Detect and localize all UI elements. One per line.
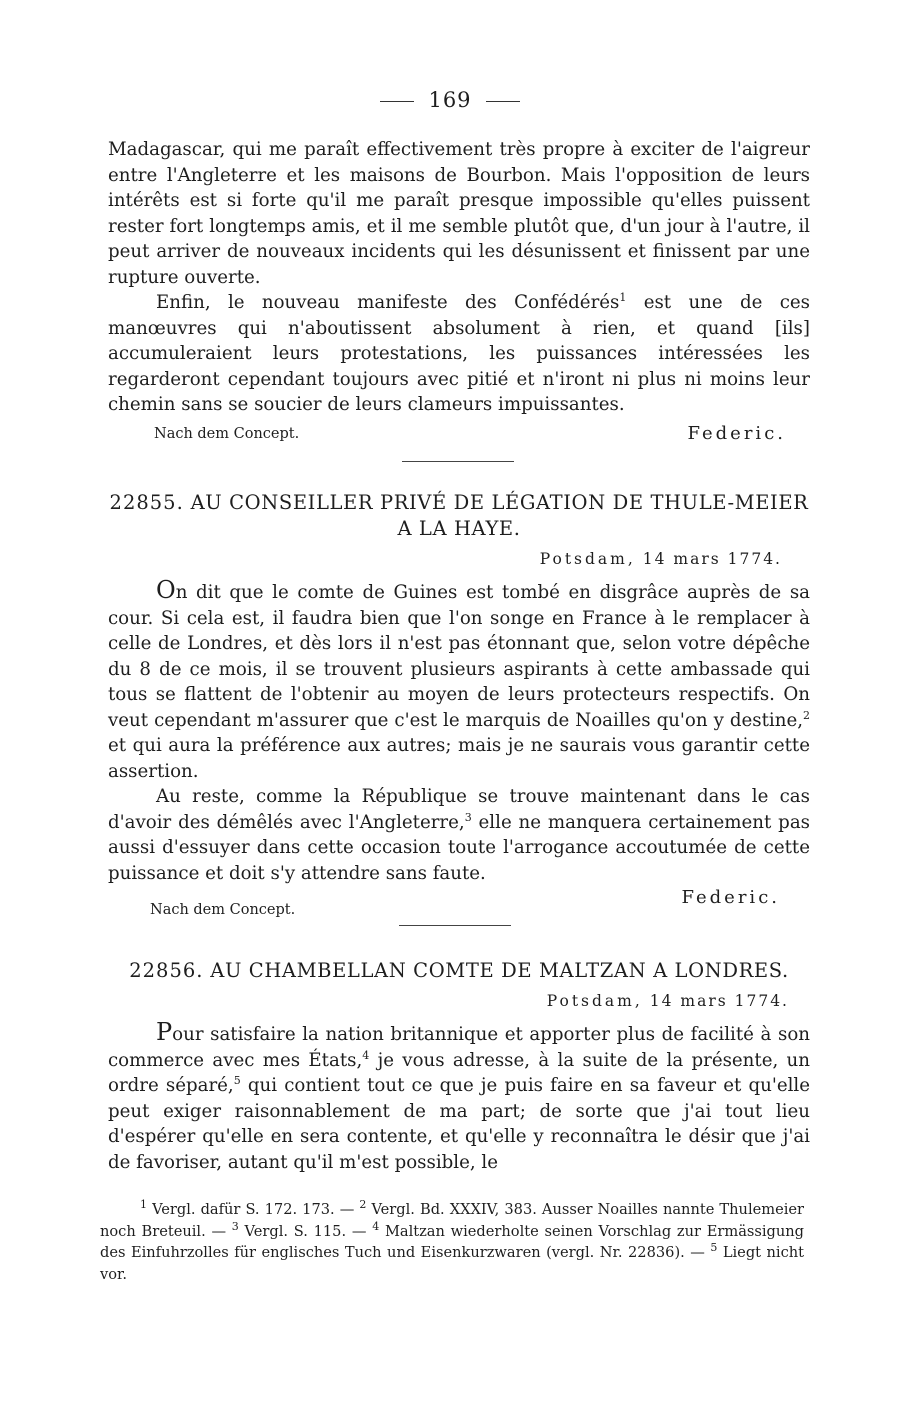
letter-heading (108, 490, 810, 542)
section-divider (399, 925, 511, 926)
footnote-ref-1: 1 (619, 290, 627, 304)
letter-text (108, 578, 810, 886)
letter-heading (108, 958, 810, 984)
letter-paragraph-1: On dit que le comte de Guines est tombé en disgrâce auprès de sa cour. Si cela est, il faudra bien que l'on songe en France à le remplacer à celle de Londres, et dès lors il n'est pas étonnant que, selon votre dépêche du 8 de ce mois, il se trouvent plusieurs aspirants à cette ambassade qui tous se flattent de l'obtenir au moyen de leurs protecteurs respectifs. On veut cependant m'assurer que c'est le marquis de Noailles qu'on y destine,$^2$ et qui aura la préférence aux autres; mais je ne saurais vous garantir cette assertion. (108, 576, 810, 782)
footnote-5: Liegt nicht vor. (100, 1244, 805, 1283)
signature: Federic. (687, 423, 786, 444)
letter-dateline: Potsdam, 14 mars 1774. (539, 550, 782, 568)
footnote-4: Maltzan wiederholte seinen Vorschlag zur Ermässigung des Einfuhrzolles für englisches Tuch und Eisenkurzwaren (vergl. Nr. 22836). — (100, 1222, 805, 1261)
letter-number: 22855. (109, 491, 184, 514)
page-number-dash-right (486, 101, 520, 102)
concept-note: Nach dem Concept. (154, 426, 300, 442)
letter-title: AU CHAMBELLAN COMTE DE MALTZAN A LONDRES. (210, 959, 789, 982)
signature: Federic. (681, 887, 780, 908)
letter-number: 22856. (129, 959, 204, 982)
footnote-1: Vergl. dafür S. 172. 173. — (152, 1201, 355, 1218)
concept-note: Nach dem Concept. (150, 902, 296, 918)
letter-title: AU CONSEILLER PRIVÉ DE LÉGATION DE THULE-MEIER A LA HAYE. (190, 491, 809, 540)
letter-dateline: Potsdam, 14 mars 1774. (546, 992, 789, 1010)
intro-text (108, 137, 810, 418)
footnotes (100, 1199, 804, 1285)
footnote-ref-5: 5 (233, 1073, 241, 1087)
section-divider (402, 461, 514, 462)
footnote-ref-2: 2 (803, 708, 810, 722)
letter-signature-row (108, 887, 810, 918)
footnote-ref-4: 4 (362, 1048, 370, 1062)
intro-paragraph-1: Madagascar, qui me paraît effectivement très propre à exciter de l'aigreur entre l'Angleterre et les maisons de Bourbon. Mais l'opposition de leurs intérêts est si forte qu'il me paraît presque impossible qu'elles puissent rester fort longtemps amis, et il me semble plutôt que, d'un jour à l'autre, il peut arriver de nouveaux incidents qui les désunissent et finissent par une rupture ouverte. (108, 139, 810, 288)
footnote-3: Vergl. S. 115. — (244, 1222, 367, 1240)
letter-paragraph-2: Au reste, comme la République se trouve maintenant dans le cas d'avoir des démêlés avec l'Angleterre,$^3$ elle ne manquera certainement pas aussi d'essuyer dans cette occasion toute l'arrogance accoutumée de cette puissance et doit s'y attendre sans faute. (108, 786, 811, 884)
footnote-2: Vergl. Bd. XXXIV, 383. Ausser Noailles nannte Thulemeier noch Breteuil. — (100, 1201, 805, 1240)
intro-signature-row (108, 418, 810, 444)
intro-paragraph-2: Enfin, le nouveau manifeste des Confédérés$^1$ est une de ces manœuvres qui n'aboutissent absolument à rien, et quand [ils] accumuleraient leurs protestations, les puissances intéressées les regarderont cependant toujours avec pitié et n'iront ni plus ni moins leur chemin sans se soucier de leurs clameurs impuissantes. (108, 290, 810, 415)
page-number-dash-left (380, 101, 414, 102)
page-number: 169 (0, 88, 900, 112)
footnote-block: $^1$ Vergl. dafür S. 172. 173. — $^2$ Vergl. Bd. XXXIV, 383. Ausser Noailles nannte Thulemeier noch Breteuil. — $^3$ Vergl. S. 115. — $^4$ Maltzan wiederholte seinen Vorschlag zur Ermässigung des Einfuhrzolles für englisches Tuch und Eisenkurzwaren (vergl. Nr. 22836). — $^5$ Liegt nicht vor. (100, 1198, 805, 1283)
footnote-ref-3: 3 (464, 810, 472, 824)
letter-paragraph-1: Pour satisfaire la nation britannique et apporter plus de facilité à son commerce avec mes États,$^4$ je vous adresse, à la suite de la présente, un ordre séparé,$^5$ qui contient tout ce que je puis faire en sa faveur et qu'elle peut exiger raisonnablement de ma part; de sorte que j'ai tout lieu d'espérer qu'elle en sera contente, et qu'elle y reconnaîtra le désir que j'ai de favoriser, autant qu'il m'est possible, le (108, 1018, 810, 1173)
letter-text (108, 1020, 810, 1175)
